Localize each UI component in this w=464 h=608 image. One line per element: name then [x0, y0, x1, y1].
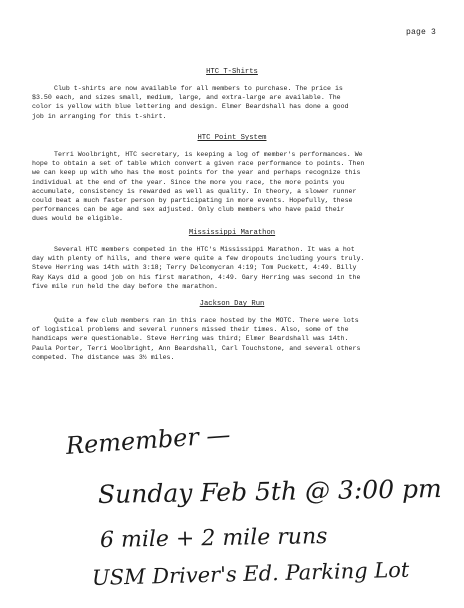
section-body-marathon: [32, 245, 434, 291]
body-line: Club t-shirts are now available for all members to purchase. The price is: [54, 85, 343, 92]
section-title-point-system: HTC Point System: [197, 134, 267, 142]
body-line: day with plenty of hills, and there were quite a few dropouts including yours truly.: [32, 255, 365, 263]
body-line: individual at the end of the year. Since the more you race, the more points you: [32, 178, 345, 186]
body-line: five mile run held the day before the marathon.: [32, 282, 218, 290]
body-line: performances can be age and sex adjusted. Only club members who have paid their: [32, 206, 345, 214]
body-line: Ray Kays did a good job on his first marathon, 4:49. Gary Herring was second in the: [32, 273, 361, 281]
body-line: color is yellow with blue lettering and design. Elmer Beardshall has done a good: [32, 103, 349, 111]
section-title-jackson: Jackson Day Run: [199, 300, 265, 308]
body-line: job in arranging for this t-shirt.: [32, 112, 167, 120]
section-title-marathon: Mississippi Marathon: [188, 229, 276, 237]
body-line: competed. The distance was 3½ miles.: [32, 353, 175, 361]
body-line: we can keep up with who has the most points for the year and perhaps recognize this: [32, 169, 361, 177]
body-line: could beat a much faster person by participating in more events. Hopefully, these: [32, 197, 353, 205]
body-line: handicaps were questionable. Steve Herring was third; Elmer Beardshall was 14th.: [32, 335, 349, 343]
body-line: Several HTC members competed in the HTC's Mississippi Marathon. It was a hot: [54, 246, 355, 253]
body-line: hope to obtain a set of table which convert a given race performance to points. Then: [32, 160, 365, 168]
body-line: dues would be eligible.: [32, 215, 124, 223]
body-line: Quite a few club members ran in this race hosted by the MOTC. There were lots: [54, 317, 359, 324]
handwritten-line-location: USM Driver's Ed. Parking Lot: [91, 557, 410, 590]
section-body-tshirts: [32, 84, 434, 121]
body-line: of logistical problems and several runners missed their times. Also, some of the: [32, 326, 349, 334]
handwritten-line-runs: 6 mile + 2 mile runs: [99, 524, 328, 553]
section-body-jackson: [32, 316, 434, 362]
body-line: Terri Woolbright, HTC secretary, is keeping a log of member's performances. We: [54, 151, 363, 158]
page-number: page 3: [405, 28, 436, 37]
handwritten-line-remember: Remember —: [65, 420, 232, 460]
body-line: Steve Herring was 14th with 3:18; Terry Delcomycran 4:19; Tom Puckett, 4:49. Billy: [32, 264, 357, 272]
body-line: $3.50 each, and sizes small, medium, large, and extra-large are available. The: [32, 94, 341, 102]
section-body-point-system: [32, 150, 434, 224]
body-line: accumulate, consistency is rewarded as well as quality. In theory, a slower runner: [32, 187, 357, 195]
section-title-tshirts: HTC T-Shirts: [206, 68, 258, 76]
body-line: Paula Porter, Terri Woolbright, Ann Beardshall, Carl Touchstone, and several others: [32, 344, 361, 352]
handwritten-line-date: Sunday Feb 5th @ 3:00 pm: [97, 474, 442, 509]
